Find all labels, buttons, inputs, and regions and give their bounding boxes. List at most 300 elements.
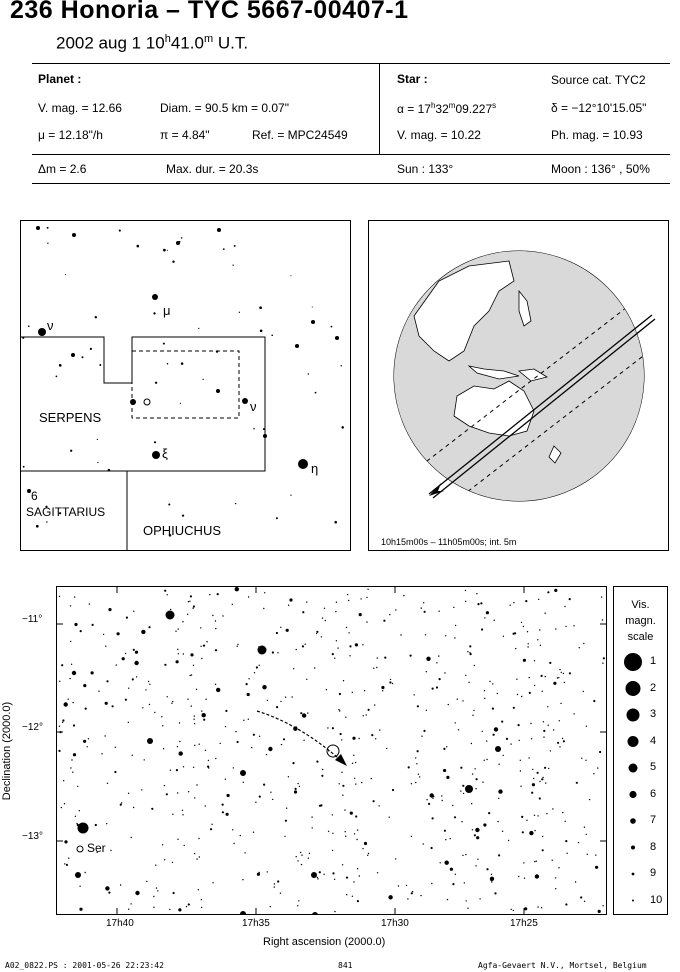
chart-star: [539, 629, 540, 630]
chart-star: [558, 867, 559, 868]
chart-star: [576, 782, 578, 784]
chart-star: [550, 750, 551, 751]
chart-star: [192, 608, 193, 609]
chart-star: [575, 881, 576, 882]
chart-star: [565, 626, 566, 627]
chart-star: [186, 906, 187, 907]
chart-star: [541, 907, 542, 908]
planet-parallax: π = 4.84": [160, 128, 210, 142]
chart-star: [200, 627, 201, 628]
chart-star: [465, 785, 473, 793]
chart-star: [542, 849, 544, 851]
moon-elongation: Moon : 136° , 50%: [551, 162, 650, 176]
chart-star: [284, 836, 285, 837]
chart-star: [528, 643, 529, 644]
chart-star: [305, 644, 306, 645]
footer-file: A02_0822.PS : 2001-05-26 22:23:42: [5, 961, 164, 970]
chart-star: [120, 804, 122, 806]
chart-star: [262, 685, 266, 689]
chart-star: [583, 691, 584, 692]
chart-star: [72, 702, 73, 703]
chart-star: [258, 646, 259, 647]
chart-star: [334, 658, 335, 659]
chart-star: [462, 785, 464, 787]
chart-star: [225, 779, 226, 780]
chart-star: [133, 649, 135, 651]
chart-star: [525, 600, 527, 602]
chart-star: [537, 639, 538, 640]
chart-star: [70, 605, 71, 606]
chart-star: [117, 632, 120, 635]
chart-star: [348, 600, 349, 601]
chart-star: [107, 783, 108, 784]
chart-star: [302, 611, 304, 613]
chart-star: [482, 782, 483, 783]
chart-star: [472, 773, 473, 774]
chart-star: [440, 862, 441, 863]
chart-star: [342, 785, 344, 787]
legend-dot: [628, 736, 639, 747]
finder-star: [163, 249, 166, 252]
chart-star: [240, 835, 241, 836]
chart-star: [349, 645, 351, 647]
chart-star: [276, 706, 278, 708]
chart-star: [498, 789, 502, 793]
chart-star: [521, 816, 523, 818]
chart-star: [263, 784, 265, 786]
chart-star: [83, 684, 86, 687]
chart-star: [98, 691, 99, 692]
chart-star: [240, 770, 246, 776]
chart-star: [135, 651, 138, 654]
chart-star: [418, 774, 419, 775]
chart-star: [259, 796, 261, 798]
chart-star: [122, 657, 125, 660]
chart-star: [535, 874, 539, 878]
chart-star: [580, 896, 582, 898]
legend-level-label: 1: [650, 655, 657, 667]
star-vmag: V. mag. = 10.22: [397, 128, 481, 142]
chart-star: [291, 696, 292, 697]
finder-star: [308, 373, 309, 374]
finder-star: [137, 245, 140, 248]
chart-star: [225, 726, 226, 727]
chart-star: [196, 784, 197, 785]
chart-star: [403, 595, 404, 596]
chart-star: [242, 879, 243, 880]
chart-star: [196, 858, 197, 859]
chart-star: [378, 805, 379, 806]
chart-star: [368, 853, 369, 854]
chart-star: [161, 716, 162, 717]
chart-star: [539, 797, 541, 799]
chart-star: [343, 680, 344, 681]
planet-reference: Ref. = MPC24549: [252, 128, 348, 142]
finder-star: [36, 226, 40, 230]
chart-star: [543, 730, 545, 732]
chart-star: [457, 699, 458, 700]
chart-star: [373, 668, 374, 669]
chart-star: [476, 836, 479, 839]
chart-star: [353, 755, 354, 756]
chart-star: [520, 786, 521, 787]
finder-star: [119, 230, 121, 232]
chart-star: [134, 661, 138, 665]
finder-star: [295, 344, 299, 348]
chart-star: [416, 763, 417, 764]
chart-star: [453, 607, 454, 608]
chart-star: [477, 603, 479, 605]
chart-star: [95, 824, 97, 826]
finder-star: [172, 260, 174, 262]
chart-star: [381, 686, 384, 689]
chart-star: [497, 821, 498, 822]
chart-star: [527, 646, 528, 647]
finder-star: [153, 312, 155, 314]
chart-star: [132, 755, 133, 756]
chart-star: [522, 831, 524, 833]
chart-star: [183, 766, 184, 767]
chart-star: [85, 872, 86, 873]
chart-star: [144, 759, 145, 760]
chart-star: [465, 854, 466, 855]
chart-star: [423, 843, 424, 844]
chart-star: [564, 682, 565, 683]
chart-star: [559, 746, 560, 747]
chart-star: [301, 864, 302, 865]
chart-star: [506, 738, 508, 740]
chart-star: [79, 886, 80, 887]
max-duration: Max. dur. = 20.3s: [166, 162, 259, 176]
chart-star: [205, 750, 206, 751]
legend-dot: [626, 681, 641, 696]
chart-star: [235, 587, 239, 591]
chart-star: [267, 700, 268, 701]
chart-star: [64, 863, 65, 864]
finder-star: [97, 462, 98, 463]
chart-star: [128, 688, 129, 689]
chart-star: [534, 685, 535, 686]
chart-star: [364, 690, 365, 691]
chart-star: [545, 782, 546, 783]
chart-star: [521, 622, 522, 623]
finder-star: [168, 503, 170, 505]
chart-star: [128, 793, 129, 794]
chart-star: [193, 605, 195, 607]
chart-star: [559, 669, 560, 670]
chart-star: [408, 766, 410, 768]
chart-star: [193, 665, 194, 666]
chart-star: [80, 630, 82, 632]
chart-star: [562, 812, 563, 813]
chart-star: [484, 617, 485, 618]
chart-star: [316, 761, 318, 763]
chart-star: [220, 743, 221, 744]
chart-star: [215, 620, 216, 621]
xtick-17h35: 17h35: [242, 918, 270, 929]
chart-star: [306, 601, 307, 602]
finder-star: [182, 514, 184, 516]
chart-star: [412, 891, 413, 892]
chart-star: [395, 609, 396, 610]
chart-star: [462, 855, 463, 856]
chart-star: [226, 813, 229, 816]
chart-star: [253, 832, 254, 833]
chart-star: [132, 678, 134, 680]
chart-star: [328, 831, 329, 832]
table-bottom-rule: [32, 183, 670, 184]
chart-star: [554, 589, 557, 592]
chart-star: [428, 803, 430, 805]
chart-star: [414, 694, 415, 695]
chart-star: [474, 768, 475, 769]
chart-star: [493, 734, 495, 736]
chart-star: [516, 679, 517, 680]
chart-star: [205, 699, 206, 700]
chart-star: [297, 860, 298, 861]
chart-star: [201, 710, 202, 711]
chart-star: [190, 595, 192, 597]
chart-star: [182, 810, 183, 811]
chart-star: [190, 653, 193, 656]
chart-star: [237, 646, 238, 647]
chart-star: [194, 715, 195, 716]
chart-star: [494, 892, 496, 894]
chart-star: [243, 782, 244, 783]
finder-star: [179, 241, 181, 243]
chart-star: [105, 646, 106, 647]
chart-star: [474, 665, 475, 666]
chart-star: [359, 613, 362, 616]
finder-star: [290, 494, 291, 495]
chart-star: [423, 602, 424, 603]
planet-motion: μ = 12.18"/h: [38, 128, 103, 142]
chart-star: [215, 758, 216, 759]
chart-star: [503, 755, 504, 756]
ytick-12: −12°: [22, 722, 43, 733]
finder-star: [235, 503, 236, 504]
chart-star: [203, 645, 205, 647]
chart-star: [364, 842, 367, 845]
chart-star: [534, 660, 535, 661]
legend-dot: [631, 846, 635, 850]
chart-star: [565, 821, 566, 822]
chart-star: [164, 590, 166, 592]
chart-star: [563, 740, 565, 742]
chart-star: [376, 667, 377, 668]
chart-star: [59, 681, 60, 682]
chart-field-outline: [132, 351, 239, 418]
chart-star: [272, 799, 273, 800]
chart-star: [201, 907, 202, 908]
finder-star: [71, 353, 75, 357]
chart-star: [438, 655, 439, 656]
chart-star: [281, 744, 282, 745]
chart-star: [586, 726, 587, 727]
chart-star: [352, 763, 353, 764]
star-chart: [56, 586, 607, 915]
chart-star: [126, 617, 128, 619]
chart-star: [583, 643, 584, 644]
chart-star: [430, 793, 434, 797]
chart-star: [486, 868, 488, 870]
chart-star: [390, 679, 391, 680]
finder-star: [23, 466, 25, 468]
chart-star: [64, 702, 68, 706]
chart-star: [201, 658, 202, 659]
chart-star: [145, 689, 146, 690]
chart-star: [194, 853, 195, 854]
finder-star: [163, 343, 165, 345]
chart-star: [177, 649, 178, 650]
legend-dot: [629, 791, 636, 798]
chart-star: [297, 783, 298, 784]
finder-star: [341, 365, 342, 366]
chart-star: [194, 723, 195, 724]
chart-star: [377, 872, 378, 873]
magnitude-legend: [613, 586, 668, 915]
finder-star: [217, 228, 221, 232]
chart-star: [61, 664, 63, 666]
finder-star: [335, 336, 339, 340]
chart-star: [555, 888, 556, 889]
chart-star: [72, 772, 73, 773]
chart-star: [445, 635, 446, 636]
chart-star: [388, 895, 392, 899]
chart-star: [432, 817, 434, 819]
chart-star: [188, 903, 190, 905]
finder-star: [216, 389, 220, 393]
chart-star: [425, 634, 426, 635]
chart-star: [199, 856, 200, 857]
chart-star: [465, 675, 466, 676]
legend-dot: [629, 764, 638, 773]
chart-star: [557, 677, 558, 678]
chart-star: [77, 786, 78, 787]
chart-star: [460, 767, 462, 769]
legend-dot: [630, 818, 636, 824]
finder-star: [130, 399, 136, 405]
chart-star: [212, 882, 213, 883]
chart-star: [222, 615, 223, 616]
chart-star: [423, 730, 425, 732]
chart-star: [602, 619, 603, 620]
legend-level-label: 4: [650, 734, 657, 747]
chart-star: [357, 900, 359, 902]
chart-star: [59, 726, 60, 727]
chart-star: [289, 598, 292, 601]
chart-star: [542, 777, 543, 778]
x-axis-label: Right ascension (2000.0): [263, 936, 386, 948]
chart-star: [547, 591, 549, 593]
chart-star: [336, 602, 337, 603]
chart-star: [222, 804, 224, 806]
chart-star: [578, 842, 579, 843]
finder-star: [28, 325, 30, 327]
page-title: 236 Honoria – TYC 5667-00407-1: [10, 0, 409, 24]
chart-star: [332, 653, 334, 655]
chart-star: [196, 689, 197, 690]
chart-star: [489, 681, 490, 682]
chart-star: [311, 816, 312, 817]
chart-star: [406, 885, 407, 886]
chart-star: [69, 678, 70, 679]
chart-star: [546, 813, 547, 814]
finder-star: [234, 245, 236, 247]
chart-star: [341, 772, 342, 773]
chart-star: [332, 727, 334, 729]
chart-star: [411, 836, 412, 837]
chart-star: [520, 760, 521, 761]
chart-star: [201, 899, 202, 900]
chart-star: [205, 805, 206, 806]
chart-star: [62, 719, 64, 721]
legend-dot: [627, 709, 640, 722]
chart-star: [178, 628, 179, 629]
chart-star: [349, 655, 350, 656]
chart-star: [523, 862, 524, 863]
chart-star: [441, 795, 442, 796]
chart-star: [75, 816, 76, 817]
finder-star: [38, 328, 46, 336]
delta-magnitude: Δm = 2.6: [38, 162, 87, 176]
chart-star: [527, 631, 528, 632]
chart-star: [286, 808, 287, 809]
chart-star: [480, 602, 482, 604]
finder-star: [271, 334, 273, 336]
chart-star: [89, 603, 90, 604]
chart-star: [108, 608, 111, 611]
chart-star: [66, 864, 68, 866]
ser-star-marker: [77, 846, 83, 852]
chart-star: [334, 911, 335, 912]
chart-star: [518, 876, 519, 877]
chart-star: [141, 789, 142, 790]
chart-star: [445, 861, 449, 865]
finder-star: [311, 320, 315, 324]
legend-level-label: 6: [650, 787, 657, 800]
chart-star: [415, 757, 416, 758]
chart-star: [352, 692, 353, 693]
chart-star: [184, 845, 185, 846]
chart-star: [210, 828, 212, 830]
chart-star: [362, 848, 363, 849]
chart-star: [317, 878, 318, 879]
chart-star: [602, 905, 603, 906]
chart-star: [484, 690, 485, 691]
chart-star: [361, 782, 362, 783]
xtick-17h30: 17h30: [381, 918, 409, 929]
chart-star: [133, 611, 134, 612]
chart-star: [233, 843, 234, 844]
chart-star: [237, 644, 238, 645]
finder-star: [276, 517, 278, 519]
chart-star: [383, 620, 385, 622]
chart-star: [280, 627, 281, 628]
chart-star: [91, 671, 94, 674]
chart-star: [70, 767, 71, 768]
chart-star: [484, 760, 485, 761]
finder-star: [181, 237, 183, 239]
chart-star: [254, 672, 255, 673]
chart-star: [325, 620, 326, 621]
chart-star: [541, 675, 543, 677]
chart-star: [552, 860, 553, 861]
chart-star: [432, 798, 433, 799]
chart-star: [149, 704, 150, 705]
chart-star: [64, 840, 67, 843]
legend-dots: [614, 587, 667, 914]
